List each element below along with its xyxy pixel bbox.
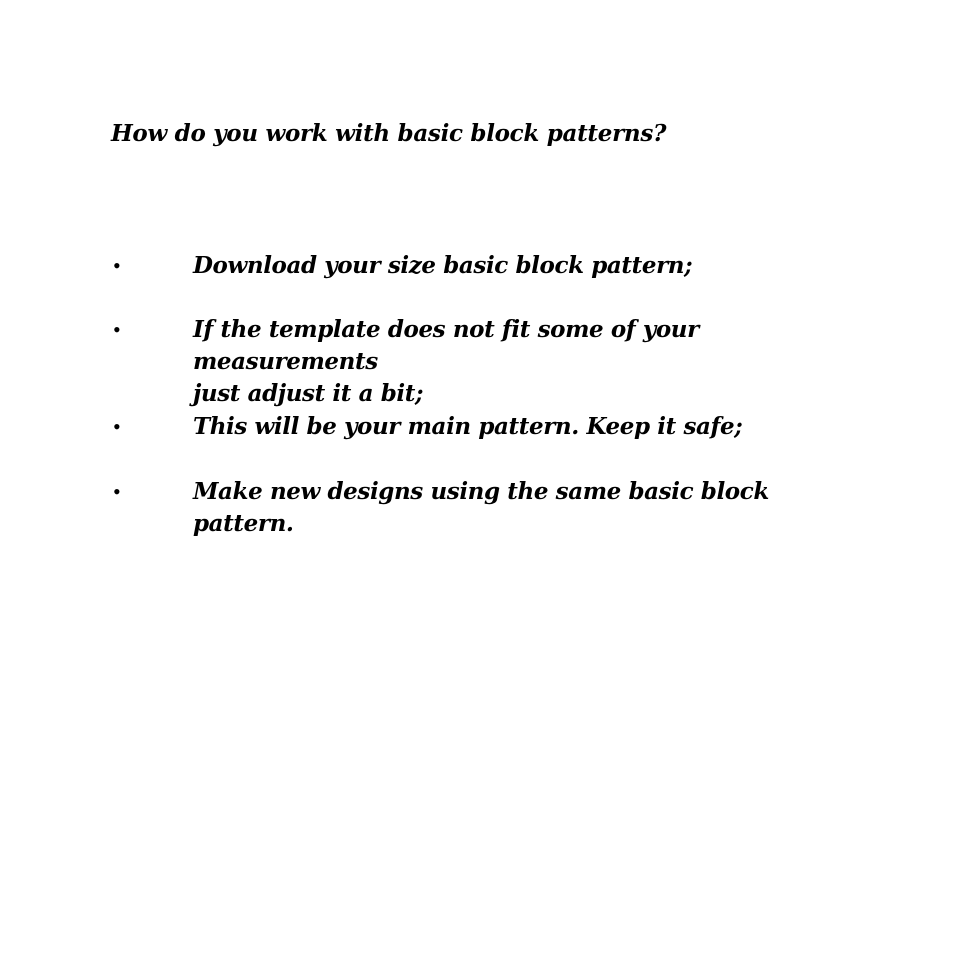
bullet-icon: • xyxy=(113,253,121,278)
bullet-text-line-2: just adjust it a bit; xyxy=(193,380,424,407)
bullet-text-line: Make new designs using the same basic block pattern. xyxy=(193,478,769,537)
bullet-icon: • xyxy=(113,414,121,439)
bullet-text-line: This will be your main pattern. Keep it safe; xyxy=(193,413,743,440)
bullet-text-line: Download your size basic block pattern; xyxy=(193,252,693,279)
bullet-text-line: If the template does not fit some of your measurements xyxy=(193,316,699,375)
bullet-text xyxy=(193,314,873,410)
bullet-icon: • xyxy=(113,317,121,342)
bullet-icon: • xyxy=(113,479,121,504)
bullet-text xyxy=(193,476,873,540)
bullet-text xyxy=(193,411,873,443)
bullet-text xyxy=(193,250,873,282)
page-heading: How do you work with basic block patterns? xyxy=(111,120,667,147)
